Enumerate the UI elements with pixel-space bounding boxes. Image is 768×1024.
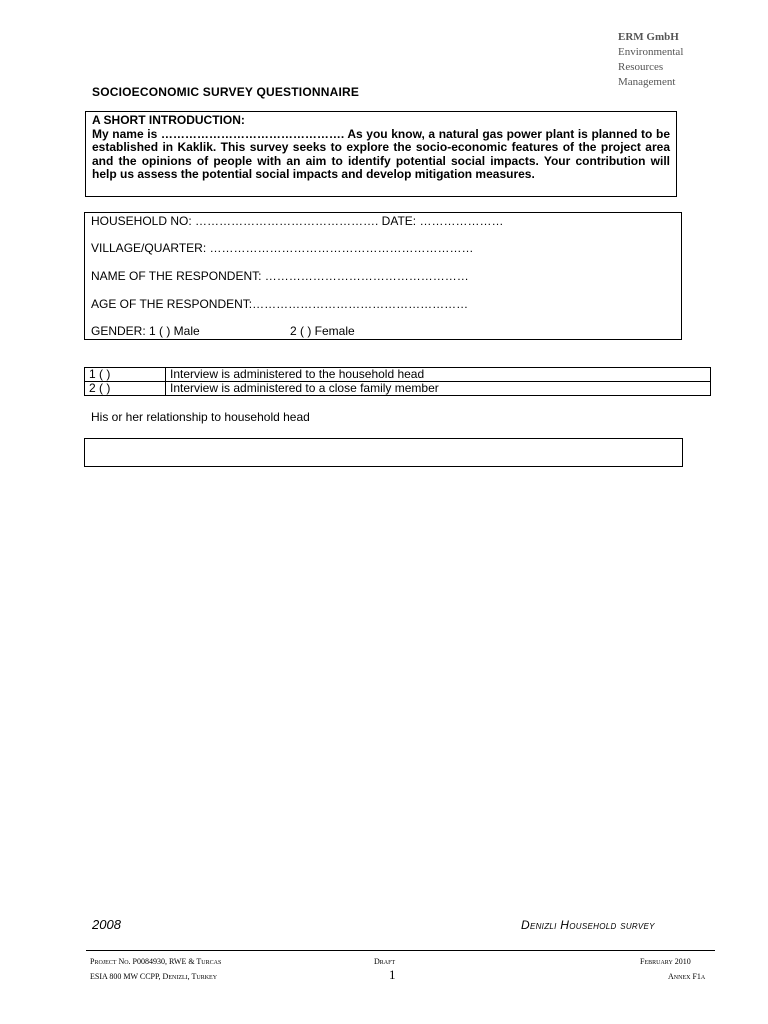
- intro-heading: A SHORT INTRODUCTION:: [92, 113, 245, 127]
- footer-esia: ESIA 800 MW CCPP, Denizli, Turkey: [90, 972, 218, 981]
- household-no-field[interactable]: HOUSEHOLD NO: ………………………………………. DATE: …………………: [91, 214, 504, 228]
- footer-year: 2008: [92, 917, 121, 932]
- option-code[interactable]: 1 ( ): [85, 368, 166, 382]
- page-number: 1: [389, 967, 396, 982]
- relationship-input-box[interactable]: [84, 438, 683, 467]
- intro-text: My name is ………………………………………. As you know, a natural gas power plant is planned to be established in Kaklik. This survey seeks to explore the socio-economic features of the project area and the opinions of people with an aim to identify potential social impacts. Your contribution will help us assess the potential social impacts and develop mitigation measures.: [92, 126, 670, 182]
- village-field[interactable]: VILLAGE/QUARTER: …………………………………………………………: [91, 241, 474, 255]
- gender-female-option[interactable]: 2 ( ) Female: [290, 324, 355, 338]
- option-text: Interview is administered to a close family member: [166, 382, 711, 396]
- company-line-1: Environmental: [618, 46, 684, 58]
- footer-divider: [86, 950, 715, 951]
- company-block: [618, 30, 683, 90]
- footer-status: Draft: [374, 957, 396, 966]
- footer-annex: Annex F1a: [668, 972, 706, 981]
- company-line-3: Management: [618, 76, 676, 88]
- footer-date: February 2010: [640, 957, 691, 966]
- gender-male-option[interactable]: GENDER: 1 ( ) Male: [91, 324, 200, 338]
- intro-box: [85, 111, 677, 197]
- page-title: SOCIOECONOMIC SURVEY QUESTIONNAIRE: [92, 85, 360, 99]
- company-line-2: Resources: [618, 61, 664, 73]
- table-row[interactable]: [85, 382, 711, 396]
- footer-project: Project No. P0084930, RWE & Turcas: [90, 957, 222, 966]
- footer-survey-name: Denizli Household survey: [521, 918, 655, 932]
- respondent-age-field[interactable]: AGE OF THE RESPONDENT:………………………………………………: [91, 297, 469, 311]
- household-info-box: [84, 212, 682, 340]
- option-text: Interview is administered to the household head: [166, 368, 711, 382]
- respondent-name-field[interactable]: NAME OF THE RESPONDENT: ……………………………………………: [91, 269, 469, 283]
- interview-options-table: [84, 367, 711, 396]
- table-row[interactable]: [85, 368, 711, 382]
- relationship-label: His or her relationship to household head: [91, 410, 310, 424]
- option-code[interactable]: 2 ( ): [85, 382, 166, 396]
- company-name: ERM GmbH: [618, 31, 679, 43]
